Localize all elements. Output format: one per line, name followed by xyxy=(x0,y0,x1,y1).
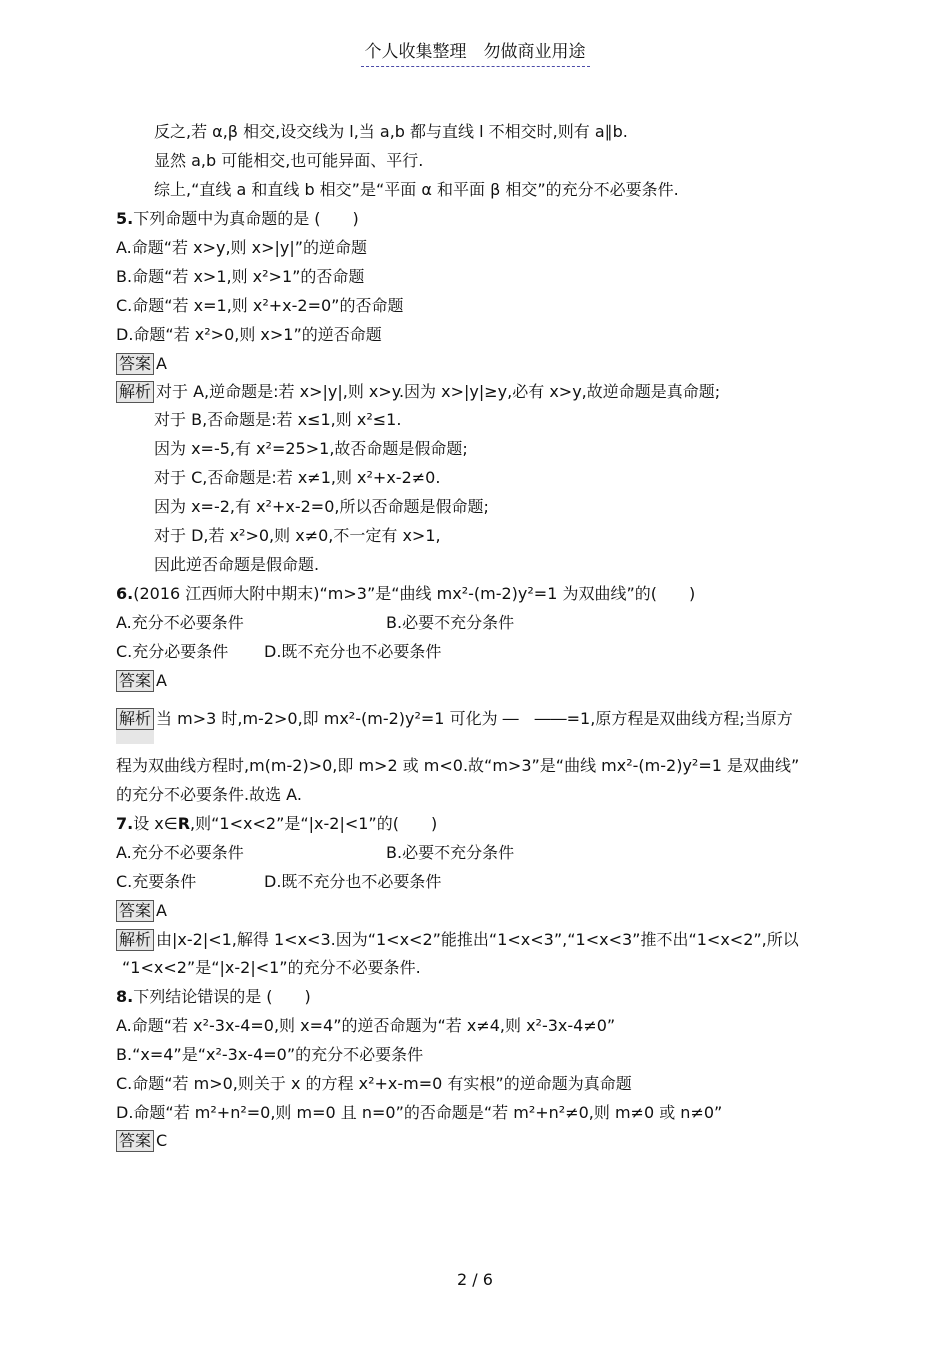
text-line: 显然 a,b 可能相交,也可能异面、平行. xyxy=(154,151,424,170)
page-header xyxy=(0,42,950,62)
answer-tag: 答案 xyxy=(116,353,154,375)
analysis-text: 当 m>3 时,m-2>0,即 mx²-(m-2)y²=1 可化为 ― ――=1,原方程是双曲线方程;当原方 xyxy=(156,709,793,728)
analysis-text: 对于 B,否命题是:若 x≤1,则 x²≤1. xyxy=(154,410,402,429)
analysis-text: 对于 C,否命题是:若 x≠1,则 x²+x-2≠0. xyxy=(154,468,441,487)
question-text: (2016 江西师大附中期末)“m>3”是“曲线 mx²-(m-2)y²=1 为双曲线”的( ) xyxy=(133,584,696,603)
option-d: D.命题“若 m²+n²=0,则 m=0 且 n=0”的否命题是“若 m²+n²≠0,则 m≠0 或 n≠0” xyxy=(116,1103,723,1122)
option-b: B.必要不充分条件 xyxy=(386,613,515,632)
option-d: D.既不充分也不必要条件 xyxy=(264,872,442,891)
option-d: D.既不充分也不必要条件 xyxy=(264,642,442,661)
analysis-row xyxy=(116,381,720,403)
answer-row xyxy=(116,670,167,692)
option-b: B.命题“若 x>1,则 x²>1”的否命题 xyxy=(116,267,365,286)
question-7-stem xyxy=(116,814,437,834)
analysis-row xyxy=(116,708,793,730)
analysis-text: 程为双曲线方程时,m(m-2)>0,即 m>2 或 m<0.故“m>3”是“曲线 mx²-(m-2)y²=1 是双曲线” xyxy=(116,756,800,775)
analysis-text: 对于 D,若 x²>0,则 x≠0,不一定有 x>1, xyxy=(154,526,441,545)
text-line: 综上,“直线 a 和直线 b 相交”是“平面 α 和平面 β 相交”的充分不必要条件. xyxy=(154,180,679,199)
option-c: C.充分必要条件 xyxy=(116,642,229,661)
analysis-tag: 解析 xyxy=(116,929,154,951)
option-c: C.命题“若 m>0,则关于 x 的方程 x²+x-m=0 有实根”的逆命题为真命题 xyxy=(116,1074,632,1093)
question-text: 下列结论错误的是 ( ) xyxy=(133,987,311,1006)
option-d: D.命题“若 x²>0,则 x>1”的逆否命题 xyxy=(116,325,382,344)
analysis-text: 由|x-2|<1,解得 1<x<3.因为“1<x<2”能推出“1<x<3”,“1<x<3”推不出“1<x<2”,所以 xyxy=(156,930,799,949)
analysis-text: 因为 x=-5,有 x²=25>1,故否命题是假命题; xyxy=(154,439,468,458)
analysis-text: 的充分不必要条件.故选 A. xyxy=(116,785,302,804)
answer-value: C xyxy=(156,1131,168,1150)
answer-tag: 答案 xyxy=(116,670,154,692)
question-text: 设 x∈ xyxy=(133,814,178,833)
option-a: A.充分不必要条件 xyxy=(116,843,244,862)
answer-row xyxy=(116,353,167,375)
answer-row xyxy=(116,900,167,922)
page-number: 2 / 6 xyxy=(457,1270,493,1289)
question-number: 5. xyxy=(116,209,134,228)
analysis-row xyxy=(116,929,799,951)
question-text: ,则“1<x<2”是“|x-2|<1”的( ) xyxy=(190,814,438,833)
question-number: 7. xyxy=(116,814,134,833)
analysis-tag: 解析 xyxy=(116,381,154,403)
answer-value: A xyxy=(156,671,167,690)
option-a: A.命题“若 x>y,则 x>|y|”的逆命题 xyxy=(116,238,368,257)
text-line: 反之,若 α,β 相交,设交线为 l,当 a,b 都与直线 l 不相交时,则有 a∥b. xyxy=(154,122,628,141)
question-8-stem xyxy=(116,987,311,1007)
answer-value: A xyxy=(156,354,167,373)
answer-value: A xyxy=(156,901,167,920)
analysis-text: 对于 A,逆命题是:若 x>|y|,则 x>y.因为 x>|y|≥y,必有 x>y,故逆命题是真命题; xyxy=(156,382,721,401)
answer-tag: 答案 xyxy=(116,1130,154,1152)
set-symbol: R xyxy=(177,814,191,833)
question-5-stem xyxy=(116,209,359,229)
option-b: B.“x=4”是“x²-3x-4=0”的充分不必要条件 xyxy=(116,1045,424,1064)
option-a: A.命题“若 x²-3x-4=0,则 x=4”的逆否命题为“若 x≠4,则 x²-3x-4≠0” xyxy=(116,1016,616,1035)
question-text: 下列命题中为真命题的是 ( ) xyxy=(133,209,359,228)
option-c: C.充要条件 xyxy=(116,872,197,891)
analysis-text: “1<x<2”是“|x-2|<1”的充分不必要条件. xyxy=(122,958,421,977)
answer-tag: 答案 xyxy=(116,900,154,922)
question-6-stem xyxy=(116,584,695,604)
question-number: 6. xyxy=(116,584,134,603)
header-title: 个人收集整理 勿做商业用途 xyxy=(361,42,590,67)
option-c: C.命题“若 x=1,则 x²+x-2=0”的否命题 xyxy=(116,296,404,315)
answer-row xyxy=(116,1130,167,1152)
option-a: A.充分不必要条件 xyxy=(116,613,244,632)
option-b: B.必要不充分条件 xyxy=(386,843,515,862)
analysis-tag: 解析 xyxy=(116,708,154,730)
analysis-text: 因此逆否命题是假命题. xyxy=(154,555,320,574)
analysis-text: 因为 x=-2,有 x²+x-2=0,所以否命题是假命题; xyxy=(154,497,489,516)
question-number: 8. xyxy=(116,987,134,1006)
